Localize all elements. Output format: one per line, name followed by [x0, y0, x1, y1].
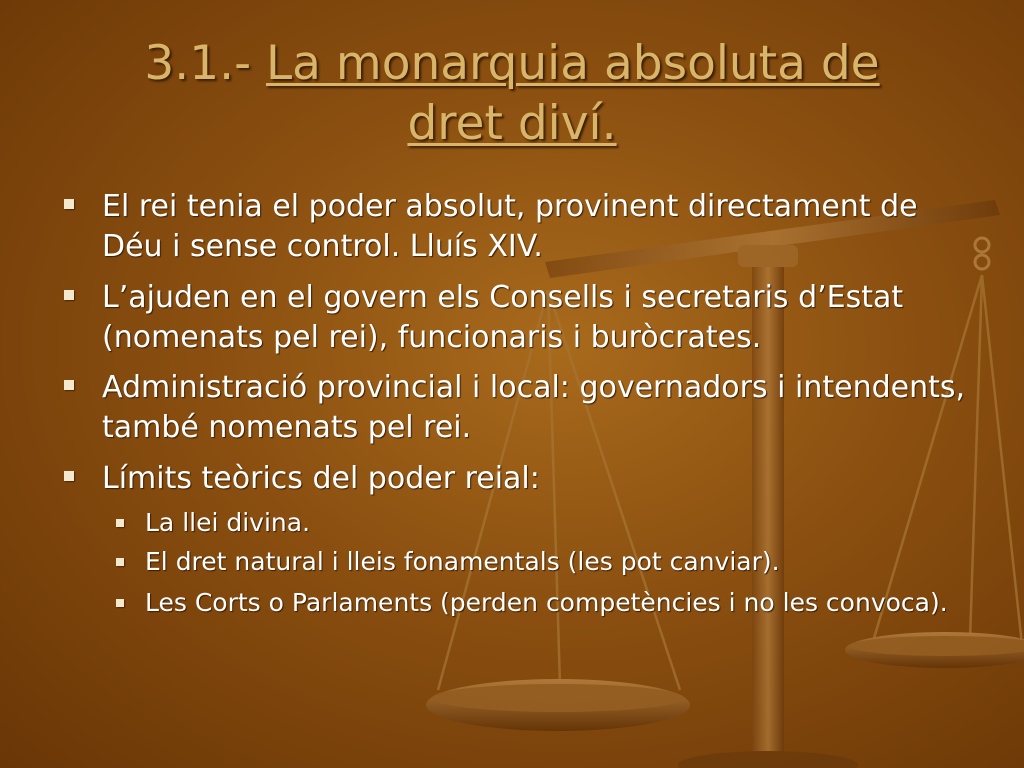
bullet-text: Administració provincial i local: governadors i intendents, també nomenats pel rei. [102, 370, 966, 445]
sub-bullet-square-icon [116, 599, 124, 607]
bullet-item [102, 187, 982, 267]
sub-bullet-square-icon [116, 519, 124, 527]
bullet-square-icon [64, 471, 74, 481]
sub-bullet-text: El dret natural i lleis fonamentals (les pot canviar). [145, 547, 780, 576]
title-line-2 [60, 94, 964, 154]
bullet-item [102, 459, 982, 499]
title-underlined-text: La monarquia absoluta de [265, 36, 880, 91]
sub-bullet-item [145, 545, 1005, 579]
sub-bullet-item [145, 586, 1005, 620]
sub-bullet-text: La llei divina. [145, 508, 311, 537]
sub-bullet-text: Les Corts o Parlaments (perden competències i no les convoca). [145, 588, 948, 617]
bullet-square-icon [64, 380, 74, 390]
title-prefix: 3.1.- [144, 36, 266, 91]
bullet-item [102, 368, 982, 448]
bullet-text: L’ajuden en el govern els Consells i secretaris d’Estat (nomenats pel rei), funcionaris i buròcrates. [102, 280, 904, 355]
title-line-1 [60, 34, 964, 94]
slide-title [60, 34, 964, 154]
bullet-text: El rei tenia el poder absolut, provinent directament de Déu i sense control. Lluís XIV. [102, 189, 918, 264]
bullet-text: Límits teòrics del poder reial: [102, 461, 540, 496]
title-underlined-text-2: dret diví. [407, 96, 617, 151]
sub-bullet-item [145, 506, 1005, 540]
sub-bullet-square-icon [116, 558, 124, 566]
bullet-square-icon [64, 199, 74, 209]
bullet-item [102, 278, 982, 358]
bullet-square-icon [64, 290, 74, 300]
